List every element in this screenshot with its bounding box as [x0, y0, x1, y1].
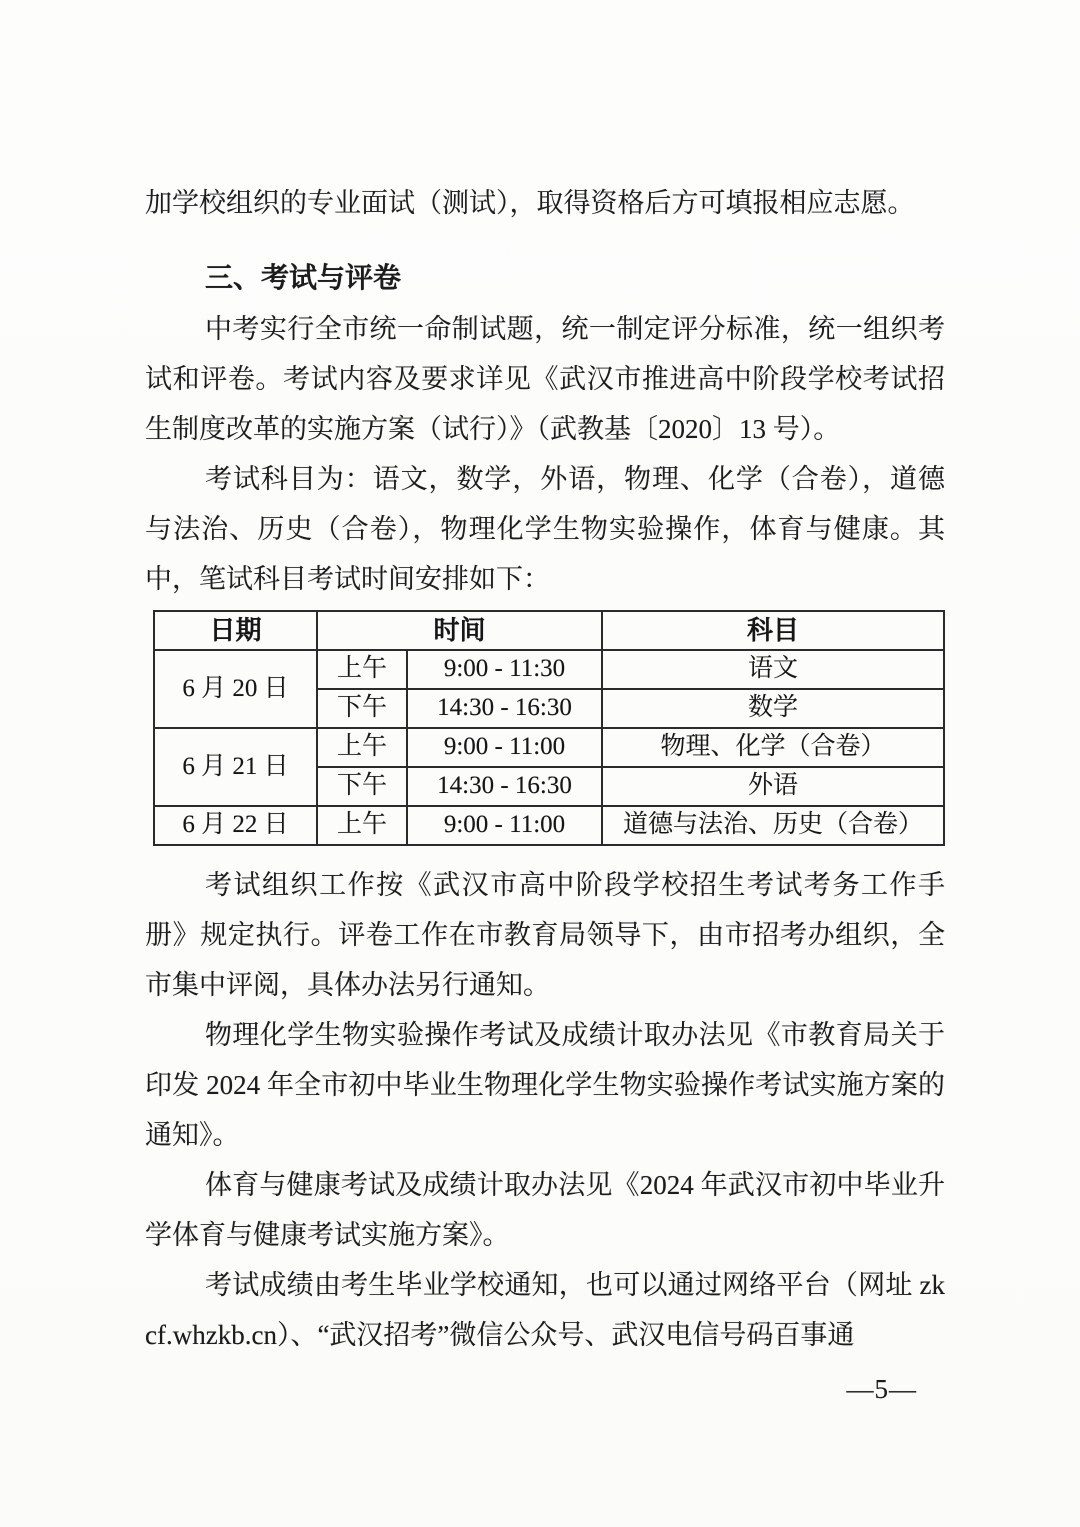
exam-schedule-table — [153, 610, 945, 846]
column-header-subject: 科目 — [602, 611, 944, 650]
table-row — [154, 806, 944, 845]
period-cell: 下午 — [317, 767, 407, 806]
table-row — [154, 728, 944, 767]
paragraph-exam-subjects: 考试科目为：语文，数学，外语，物理、化学（合卷），道德与法治、历史（合卷），物理化学生物实验操作，体育与健康。其中，笔试科目考试时间安排如下： — [145, 464, 945, 594]
table-header-row — [154, 611, 944, 650]
subject-cell: 数学 — [602, 689, 944, 728]
subject-cell: 外语 — [602, 767, 944, 806]
paragraph-continuation: 加学校组织的专业面试（测试），取得资格后方可填报相应志愿。 — [145, 188, 915, 218]
paragraph-exam-admin: 考试组织工作按《武汉市高中阶段学校招生考试考务工作手册》规定执行。评卷工作在市教育局领导下，由市招考办组织，全市集中评阅，具体办法另行通知。 — [145, 870, 945, 1000]
time-cell: 9:00 - 11:00 — [407, 806, 602, 845]
subject-cell: 语文 — [602, 650, 944, 689]
time-cell: 14:30 - 16:30 — [407, 689, 602, 728]
period-cell: 上午 — [317, 806, 407, 845]
page-number: —5— — [846, 1374, 917, 1404]
table-row — [154, 650, 944, 689]
period-cell: 上午 — [317, 650, 407, 689]
subject-cell: 道德与法治、历史（合卷） — [602, 806, 944, 845]
paragraph-exam-organization: 中考实行全市统一命制试题，统一制定评分标准，统一组织考试和评卷。考试内容及要求详见《武汉市推进高中阶段学校考试招生制度改革的实施方案（试行）》（武教基〔2020〕13 号）。 — [145, 314, 945, 444]
date-cell: 6 月 22 日 — [154, 806, 317, 845]
period-cell: 下午 — [317, 689, 407, 728]
subject-cell: 物理、化学（合卷） — [602, 728, 944, 767]
column-header-time: 时间 — [317, 611, 602, 650]
time-cell: 14:30 - 16:30 — [407, 767, 602, 806]
paragraph-lab-exam: 物理化学生物实验操作考试及成绩计取办法见《市教育局关于印发 2024 年全市初中毕业生物理化学生物实验操作考试实施方案的通知》。 — [145, 1020, 945, 1150]
section-heading: 三、考试与评卷 — [205, 263, 402, 294]
period-cell: 上午 — [317, 728, 407, 767]
date-cell: 6 月 21 日 — [154, 728, 317, 806]
paragraph-pe-exam: 体育与健康考试及成绩计取办法见《2024 年武汉市初中毕业升学体育与健康考试实施方案》。 — [145, 1170, 945, 1250]
time-cell: 9:00 - 11:00 — [407, 728, 602, 767]
date-cell: 6 月 20 日 — [154, 650, 317, 728]
column-header-date: 日期 — [154, 611, 317, 650]
paragraph-score-notice: 考试成绩由考生毕业学校通知，也可以通过网络平台（网址 zkcf.whzkb.cn）、“武汉招考”微信公众号、武汉电信号码百事通 — [145, 1270, 945, 1350]
time-cell: 9:00 - 11:30 — [407, 650, 602, 689]
